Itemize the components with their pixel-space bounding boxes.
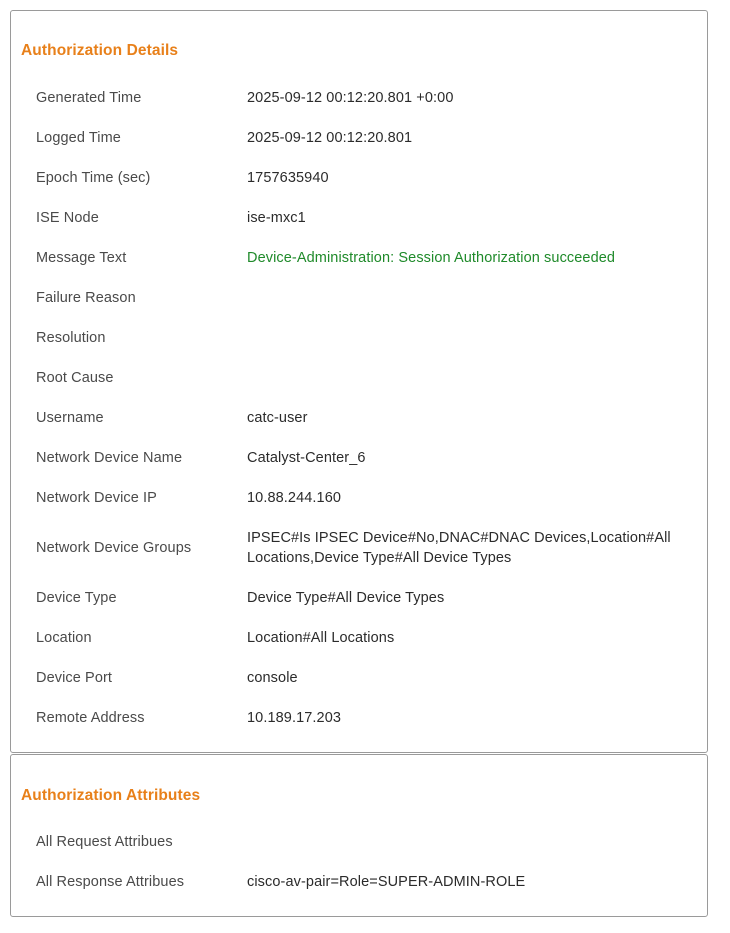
device-port-value: console — [247, 670, 298, 686]
row-network-device-name — [11, 438, 707, 478]
authorization-attributes-panel — [10, 754, 708, 917]
row-network-device-groups — [11, 518, 707, 578]
row-request-attributes — [11, 822, 707, 862]
username-label: Username — [36, 410, 104, 426]
authorization-details-panel — [10, 10, 708, 753]
row-response-attributes — [11, 862, 707, 902]
response-attributes-label: All Response Attribues — [36, 874, 185, 890]
row-generated-time — [11, 78, 707, 118]
authorization-attributes-list — [11, 822, 707, 902]
location-value: Location#All Locations — [247, 630, 395, 646]
authorization-attributes-title: Authorization Attributes — [21, 787, 201, 804]
request-attributes-label: All Request Attribues — [36, 834, 173, 850]
row-device-type — [11, 578, 707, 618]
row-resolution — [11, 318, 707, 358]
row-message-text — [11, 238, 707, 278]
authorization-details-list — [11, 78, 707, 738]
row-root-cause — [11, 358, 707, 398]
device-type-label: Device Type — [36, 590, 117, 606]
remote-address-value: 10.189.17.203 — [247, 710, 342, 726]
row-ise-node — [11, 198, 707, 238]
network-device-ip-value: 10.88.244.160 — [247, 490, 342, 506]
failure-reason-label: Failure Reason — [36, 290, 136, 306]
message-text-label: Message Text — [36, 250, 127, 266]
row-device-port — [11, 658, 707, 698]
logged-time-value: 2025-09-12 00:12:20.801 — [247, 130, 413, 146]
username-value: catc-user — [247, 410, 308, 426]
location-label: Location — [36, 630, 92, 646]
ise-node-value: ise-mxc1 — [247, 210, 306, 226]
epoch-time-value: 1757635940 — [247, 170, 329, 186]
network-device-groups-label: Network Device Groups — [36, 540, 192, 556]
response-attributes-value: cisco-av-pair=Role=SUPER-ADMIN-ROLE — [247, 874, 526, 890]
ise-node-label: ISE Node — [36, 210, 99, 226]
row-username — [11, 398, 707, 438]
resolution-label: Resolution — [36, 330, 106, 346]
network-device-ip-label: Network Device IP — [36, 490, 157, 506]
row-location — [11, 618, 707, 658]
epoch-time-label: Epoch Time (sec) — [36, 170, 151, 186]
generated-time-value: 2025-09-12 00:12:20.801 +0:00 — [247, 90, 454, 106]
authorization-details-title: Authorization Details — [21, 42, 179, 59]
network-device-groups-value: IPSEC#Is IPSEC Device#No,DNAC#DNAC Devices,Location#All Locations,Device Type#All Device Types — [247, 530, 671, 566]
device-type-value: Device Type#All Device Types — [247, 590, 445, 606]
generated-time-label: Generated Time — [36, 90, 142, 106]
row-network-device-ip — [11, 478, 707, 518]
row-remote-address — [11, 698, 707, 738]
remote-address-label: Remote Address — [36, 710, 145, 726]
row-epoch-time — [11, 158, 707, 198]
network-device-name-value: Catalyst-Center_6 — [247, 450, 366, 466]
root-cause-label: Root Cause — [36, 370, 114, 386]
network-device-name-label: Network Device Name — [36, 450, 183, 466]
message-text-value: Device-Administration: Session Authorization succeeded — [247, 250, 616, 266]
row-logged-time — [11, 118, 707, 158]
logged-time-label: Logged Time — [36, 130, 121, 146]
device-port-label: Device Port — [36, 670, 113, 686]
row-failure-reason — [11, 278, 707, 318]
